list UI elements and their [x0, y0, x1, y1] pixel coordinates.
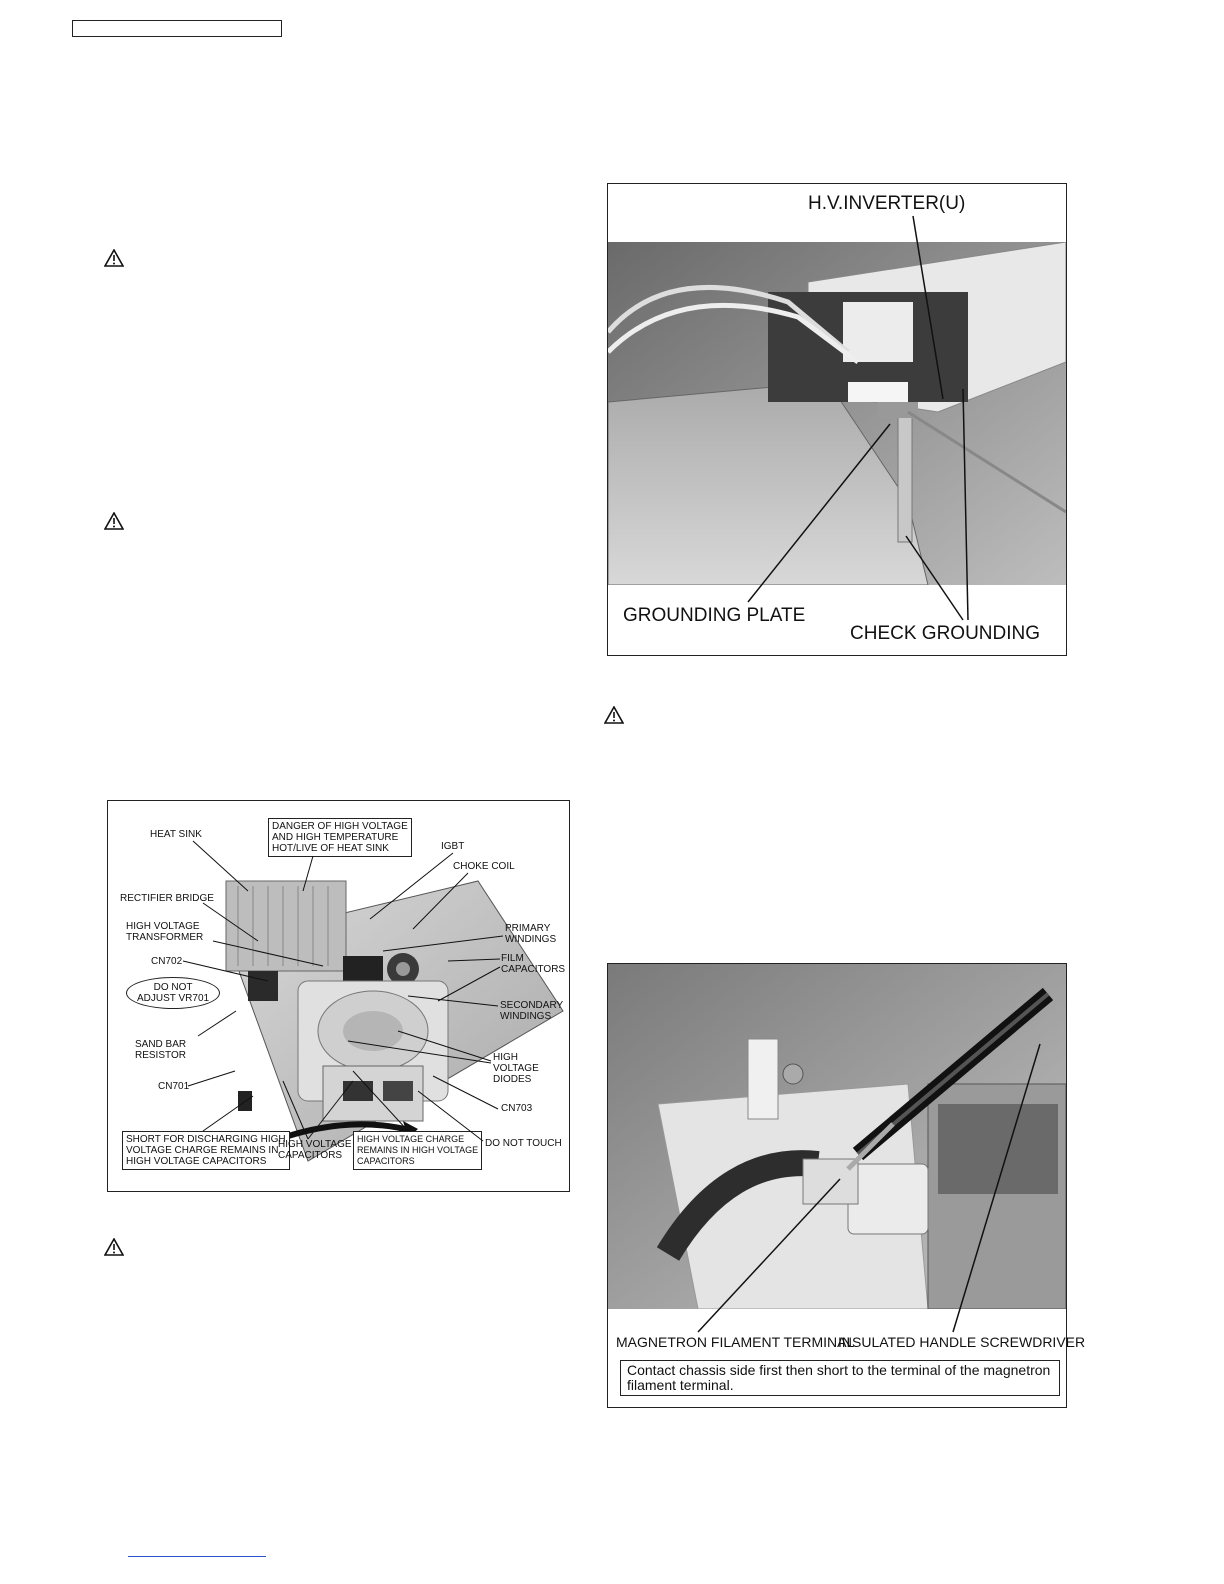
label-check-grounding: CHECK GROUNDING — [850, 623, 1041, 644]
label-cn701: CN701 — [158, 1081, 190, 1092]
pcb-leader-lines — [108, 801, 569, 1191]
label-hv-capacitors: HIGH VOLTAGE CAPACITORS — [278, 1139, 352, 1161]
label-insulated-screwdriver: INSULATED HANDLE SCREWDRIVER — [838, 1334, 1086, 1350]
inverter-figure — [607, 183, 1067, 656]
label-danger-high-voltage: DANGER OF HIGH VOLTAGE AND HIGH TEMPERATURE HOT/LIVE OF HEAT SINK — [268, 818, 412, 857]
label-grounding-plate: GROUNDING PLATE — [623, 605, 806, 626]
pcb-figure — [107, 800, 570, 1192]
footer-link[interactable] — [128, 1556, 266, 1557]
label-hv-transformer: HIGH VOLTAGE TRANSFORMER — [126, 921, 204, 943]
label-cn702: CN702 — [151, 956, 183, 967]
label-film-capacitors: FILM CAPACITORS — [501, 953, 566, 975]
instruction-box: Contact chassis side first then short to the terminal of the magnetron filament terminal. — [620, 1360, 1060, 1396]
warning-icon — [104, 1238, 124, 1256]
label-sand-bar-resistor: SAND BAR RESISTOR — [135, 1039, 187, 1061]
label-filament-terminal: MAGNETRON FILAMENT TERMINAL — [616, 1334, 855, 1350]
header-label-box — [72, 20, 282, 37]
label-heat-sink: HEAT SINK — [150, 829, 202, 840]
warning-icon — [604, 706, 624, 724]
label-short-discharge: SHORT FOR DISCHARGING HIGH VOLTAGE CHARGE REMAINS IN HIGH VOLTAGE CAPACITORS — [122, 1131, 290, 1170]
label-hv-charge-remains: HIGH VOLTAGE CHARGE REMAINS IN HIGH VOLTAGE CAPACITORS — [353, 1131, 482, 1170]
warning-icon — [104, 512, 124, 530]
label-rectifier-bridge: RECTIFIER BRIDGE — [120, 893, 214, 904]
label-hv-inverter: H.V.INVERTER(U) — [808, 193, 966, 214]
label-primary-windings: PRIMARY WINDINGS — [505, 923, 557, 945]
label-igbt: IGBT — [441, 841, 465, 852]
magnetron-leader-lines — [608, 964, 1066, 1407]
label-do-not-touch: DO NOT TOUCH — [485, 1138, 562, 1149]
label-do-not-adjust: DO NOT ADJUST VR701 — [126, 977, 220, 1009]
inverter-leader-lines — [608, 184, 1066, 655]
warning-icon — [104, 249, 124, 267]
magnetron-figure — [607, 963, 1086, 1408]
label-cn703: CN703 — [501, 1103, 533, 1114]
label-hv-diodes: HIGH VOLTAGE DIODES — [493, 1052, 539, 1085]
label-choke-coil: CHOKE COIL — [453, 861, 515, 872]
label-secondary-windings: SECONDARY WINDINGS — [500, 1000, 564, 1022]
